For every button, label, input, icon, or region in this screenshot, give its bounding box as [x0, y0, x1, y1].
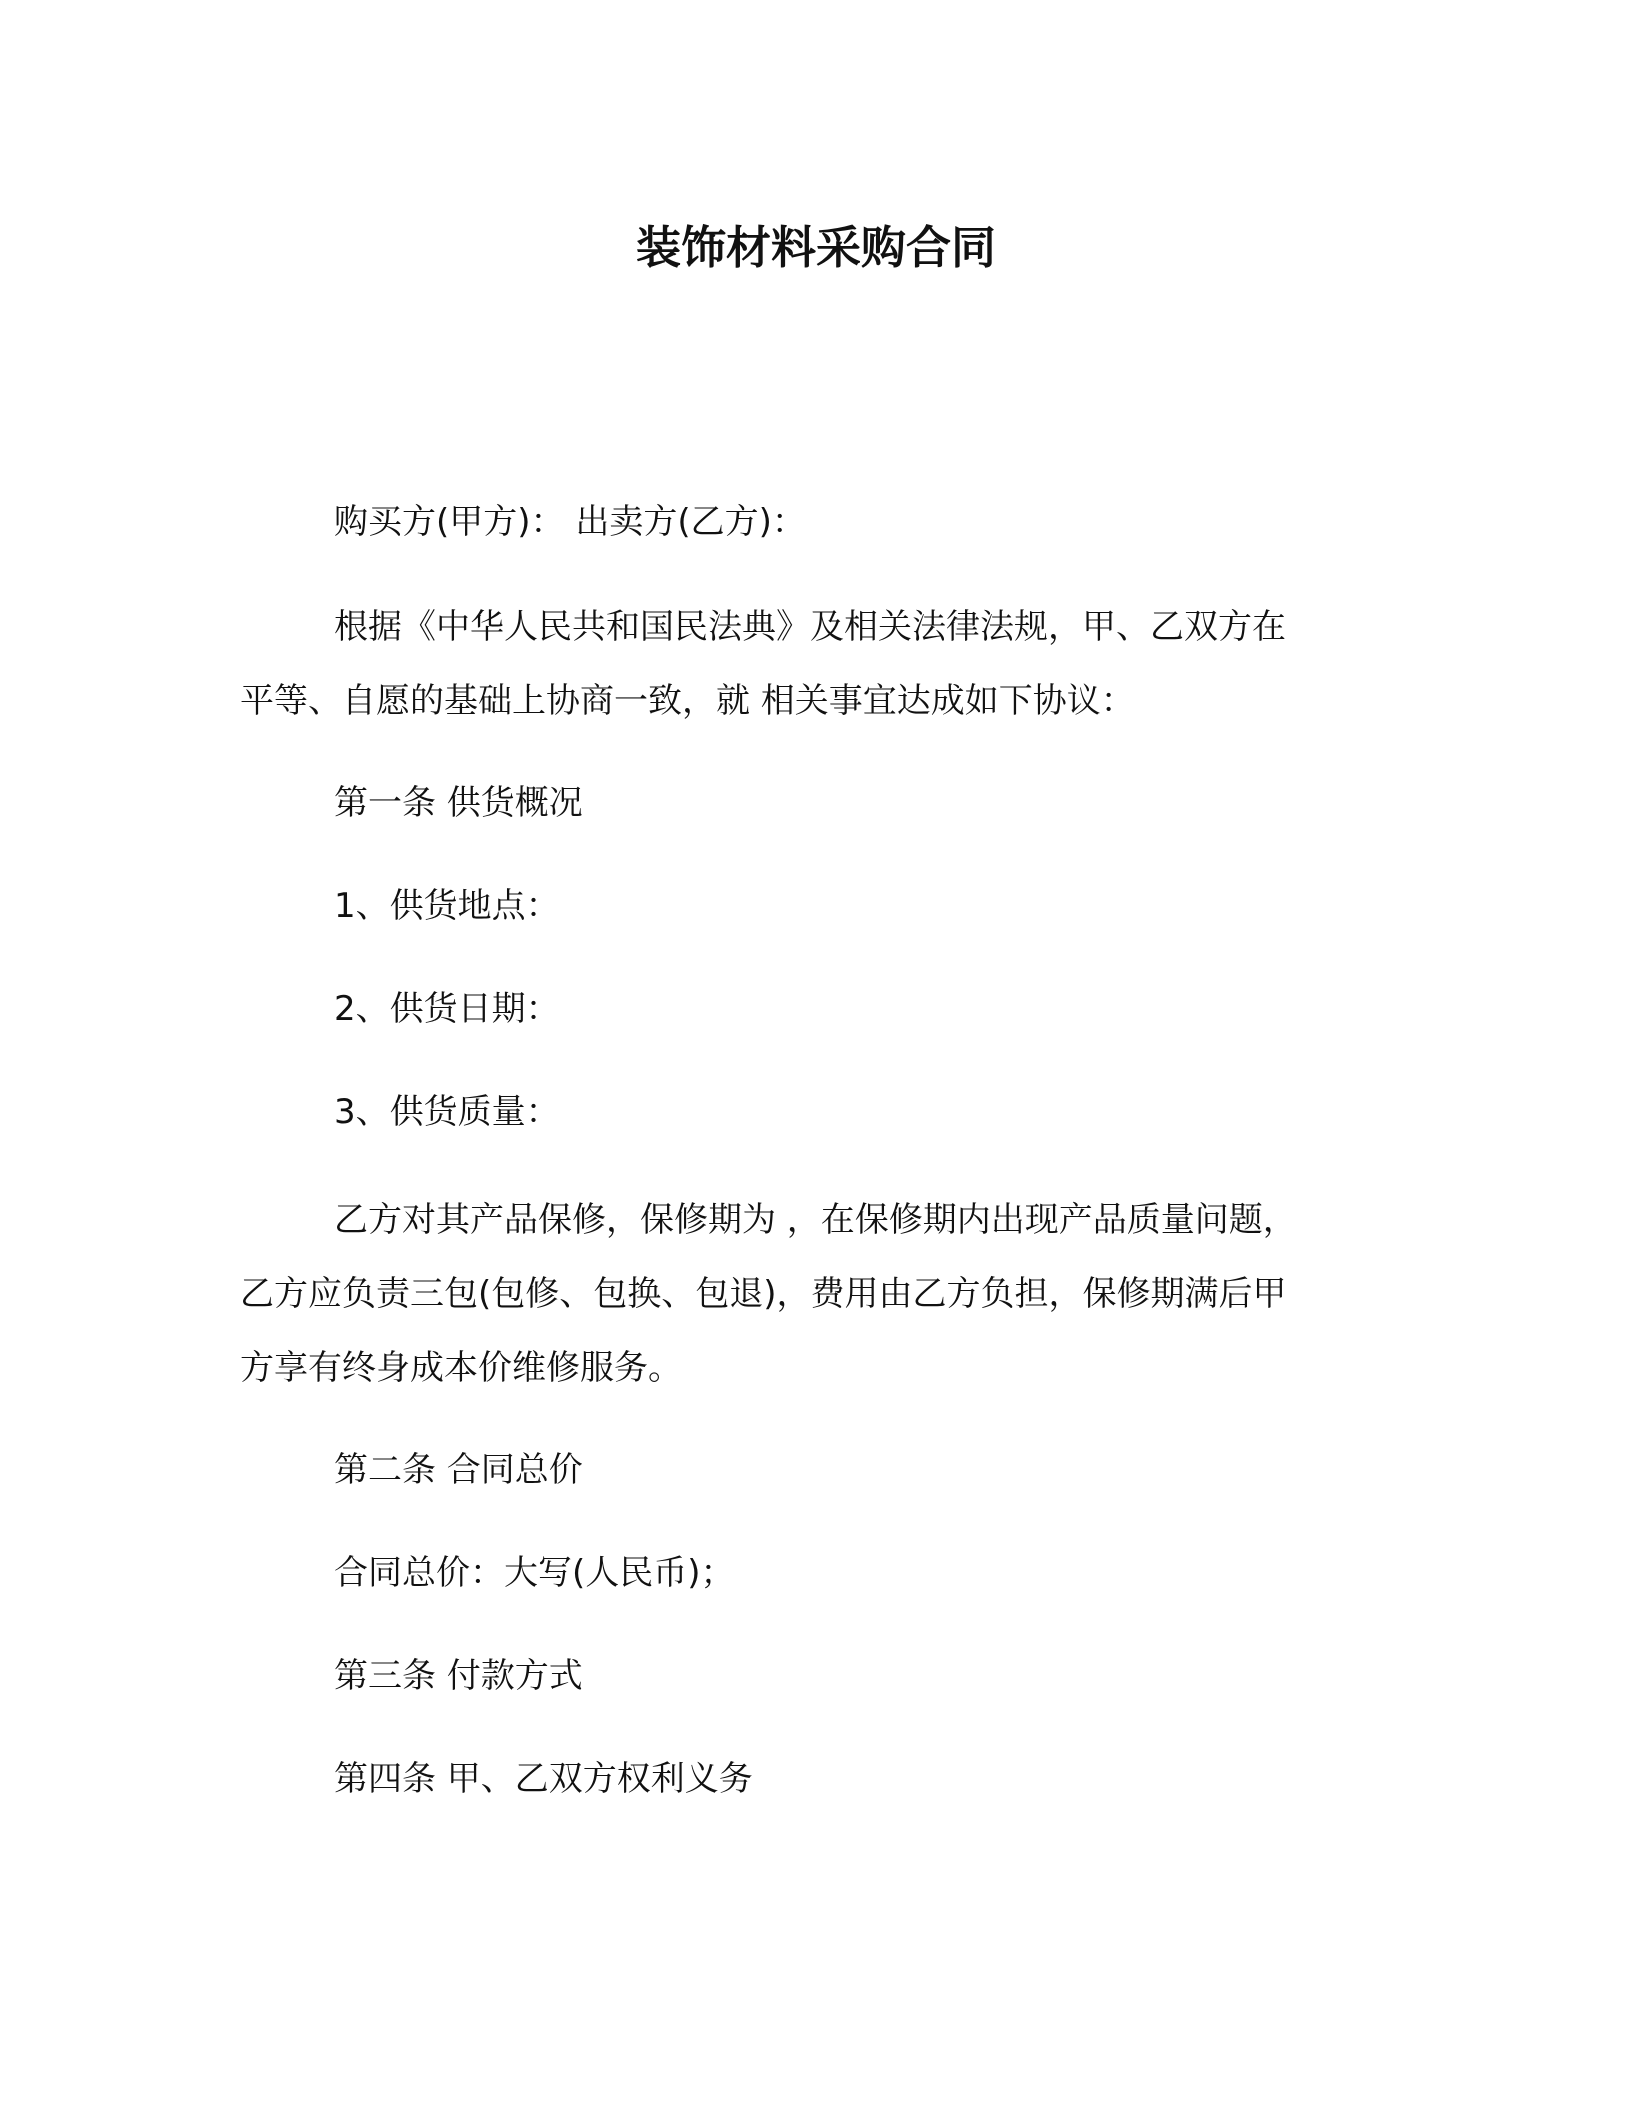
warranty-line-3: 方享有终身成本价维修服务。	[240, 1348, 682, 1388]
article-2-heading: 第二条 合同总价	[334, 1450, 583, 1490]
warranty-line-1: 乙方对其产品保修，保修期为 ，在保修期内出现产品质量问题，	[334, 1200, 1297, 1240]
warranty-line-2: 乙方应负责三包(包修、包换、包退)，费用由乙方负担，保修期满后甲	[240, 1274, 1287, 1314]
article-4-heading: 第四条 甲、乙双方权利义务	[334, 1759, 753, 1799]
item-1-delivery-location: 1、供货地点：	[334, 886, 560, 926]
item-3-delivery-quality: 3、供货质量：	[334, 1092, 560, 1132]
preamble-line-2: 平等、自愿的基础上协商一致，就 相关事宜达成如下协议：	[240, 681, 1135, 721]
item-2-delivery-date: 2、供货日期：	[334, 989, 560, 1029]
preamble-paragraph	[240, 590, 1390, 738]
article-3-heading: 第三条 付款方式	[334, 1656, 583, 1696]
warranty-paragraph	[240, 1183, 1390, 1405]
parties-line: 购买方(甲方)： 出卖方(乙方)：	[334, 502, 806, 542]
article-1-heading: 第一条 供货概况	[334, 783, 583, 823]
preamble-line-1: 根据《中华人民共和国民法典》及相关法律法规，甲、乙双方在	[334, 607, 1286, 647]
total-price-line: 合同总价：大写(人民币)；	[334, 1553, 735, 1593]
document-title: 装饰材料采购合同	[635, 221, 996, 274]
